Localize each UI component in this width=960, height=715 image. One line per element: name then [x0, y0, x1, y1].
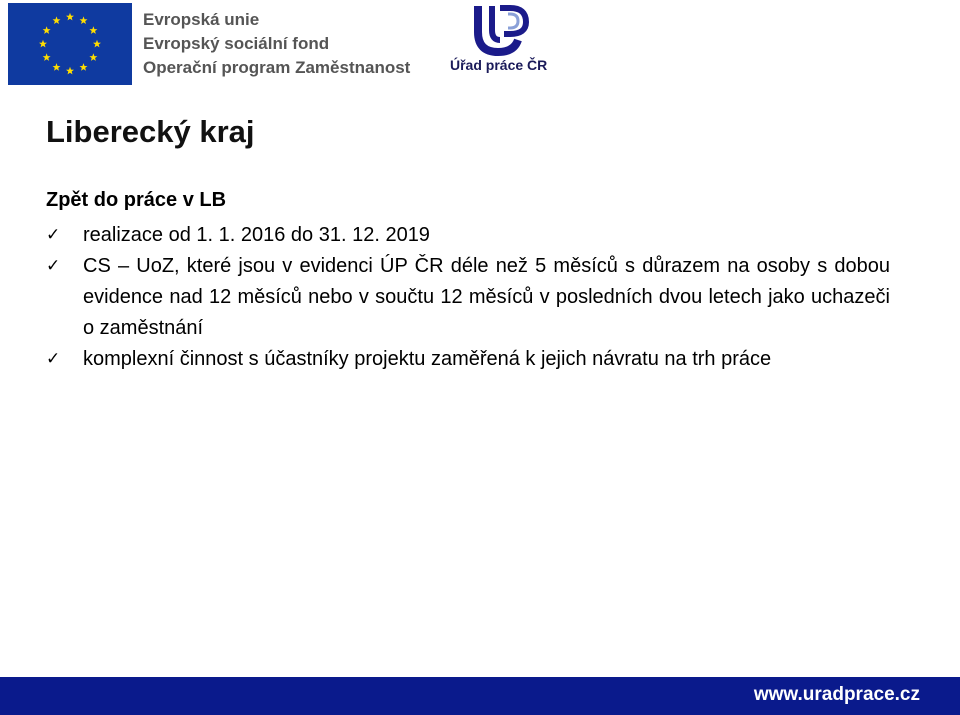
slide-title: Liberecký kraj: [46, 114, 255, 149]
eu-star-icon: [66, 67, 74, 75]
eu-star-icon: [53, 63, 61, 71]
header: [0, 0, 960, 90]
eu-star-icon: [66, 13, 74, 21]
list-item: [46, 220, 890, 251]
eu-star-icon: [39, 40, 47, 48]
eu-line-1: Evropská unie: [143, 10, 260, 29]
eu-star-icon: [89, 26, 97, 34]
eu-line-3: Operační program Zaměstnanost: [143, 58, 411, 77]
list-item: [46, 344, 890, 375]
eu-star-icon: [93, 40, 101, 48]
eu-flag-icon: [8, 3, 132, 85]
list-item: [46, 251, 890, 344]
urad-prace-name: Úřad práce ČR: [450, 57, 548, 73]
footer-url-link[interactable]: www.uradprace.cz: [753, 684, 920, 705]
footer-bar: [0, 677, 960, 715]
eu-star-icon: [80, 16, 88, 24]
eu-stars: [8, 3, 132, 85]
eu-star-icon: [43, 26, 51, 34]
eu-star-icon: [89, 53, 97, 61]
checkmark-icon: ✓: [46, 349, 61, 369]
urad-prace-logo-icon: [470, 2, 532, 58]
eu-star-icon: [80, 63, 88, 71]
bullet-list: [46, 220, 890, 375]
checkmark-icon: ✓: [46, 225, 61, 245]
bullet-text: komplexní činnost s účastníky projektu zaměřená k jejich návratu na trh práce: [83, 348, 772, 370]
checkmark-icon: ✓: [46, 256, 61, 276]
eu-star-icon: [53, 16, 61, 24]
slide-subtitle: Zpět do práce v LB: [46, 189, 227, 211]
eu-line-2: Evropský sociální fond: [143, 34, 330, 53]
urad-prace-logo: [440, 0, 560, 85]
bullet-text: realizace od 1. 1. 2016 do 31. 12. 2019: [83, 224, 430, 246]
eu-star-icon: [43, 53, 51, 61]
eu-program-text: [143, 8, 410, 80]
bullet-text: CS – UoZ, které jsou v evidenci ÚP ČR déle než 5 měsíců s důrazem na osoby s dobou evidence nad 12 měsíců nebo v součtu 12 měsíců v posledních dvou letech jako uchazeči o zaměstnání: [83, 255, 890, 339]
